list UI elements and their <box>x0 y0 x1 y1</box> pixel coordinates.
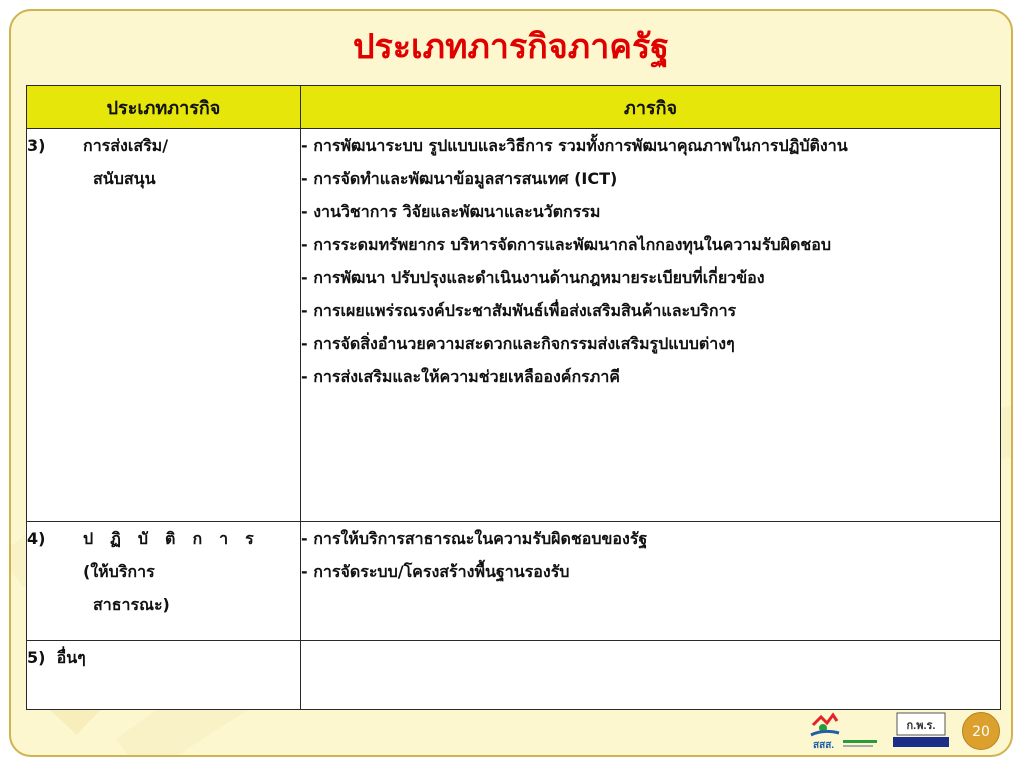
logo-right-text: ก.พ.ร. <box>906 720 936 732</box>
mission-item: - การระดมทรัพยากร บริหารจัดการและพัฒนากลไกกองทุนในความรับผิดชอบ <box>301 235 831 254</box>
opdc-logo <box>893 713 949 747</box>
mission-item: - การพัฒนาระบบ รูปแบบและวิธีการ รวมทั้งการพัฒนาคุณภาพในการปฏิบัติงาน <box>301 136 848 155</box>
type-label: (ให้บริการ <box>83 562 155 581</box>
logo-left-text: สสส. <box>813 740 835 751</box>
page-number-badge: 20 <box>962 712 1000 750</box>
table-header-row <box>27 86 1001 129</box>
type-line <box>27 522 300 555</box>
footer-logos <box>807 711 957 751</box>
mission-item: - การส่งเสริมและให้ความช่วยเหลือองค์กรภาคี <box>301 367 621 386</box>
thaihealth-logo <box>811 715 877 751</box>
mission-list-cell <box>301 522 1001 641</box>
mission-item: - การจัดระบบ/โครงสร้างพื้นฐานรองรับ <box>301 562 570 581</box>
mission-item: - การให้บริการสาธารณะในความรับผิดชอบของรัฐ <box>301 529 648 548</box>
row-number: 3) <box>27 136 46 155</box>
table-row <box>27 522 1001 641</box>
type-line <box>27 588 300 621</box>
table-row <box>27 641 1001 710</box>
mission-item: - การจัดทำและพัฒนาข้อมูลสารสนเทศ (ICT) <box>301 169 618 188</box>
slide-frame <box>9 9 1013 757</box>
type-line <box>27 555 300 588</box>
type-label: สนับสนุน <box>93 169 156 188</box>
type-line <box>27 641 300 674</box>
mission-item: - การจัดสิ่งอำนวยความสะดวกและกิจกรรมส่งเสริมรูปแบบต่างๆ <box>301 334 735 353</box>
type-line <box>27 162 300 195</box>
mission-type-cell <box>27 129 301 522</box>
mission-item: - การเผยแพร่รณรงค์ประชาสัมพันธ์เพื่อส่งเสริมสินค้าและบริการ <box>301 301 737 320</box>
header-mission: ภารกิจ <box>301 86 1001 129</box>
mission-type-cell <box>27 641 301 710</box>
type-label: อื่นๆ <box>56 648 86 667</box>
mission-list-cell <box>301 129 1001 522</box>
mission-item: - การพัฒนา ปรับปรุงและดำเนินงานด้านกฎหมายระเบียบที่เกี่ยวข้อง <box>301 268 765 287</box>
row-number: 4) <box>27 529 46 548</box>
mission-item: - งานวิชาการ วิจัยและพัฒนาและนวัตกรรม <box>301 202 601 221</box>
type-line <box>27 129 300 162</box>
slide-title: ประเภทภารกิจภาครัฐ <box>352 27 670 67</box>
table-row <box>27 129 1001 522</box>
mission-type-cell <box>27 522 301 641</box>
type-label: ปฏิบัติการ <box>83 529 271 548</box>
row-number: 5) <box>27 648 46 667</box>
type-label: การส่งเสริม/ <box>83 136 169 155</box>
mission-list-cell <box>301 641 1001 710</box>
header-mission-type: ประเภทภารกิจ <box>27 86 301 129</box>
mission-table <box>26 85 1001 710</box>
type-label: สาธารณะ) <box>93 595 170 614</box>
